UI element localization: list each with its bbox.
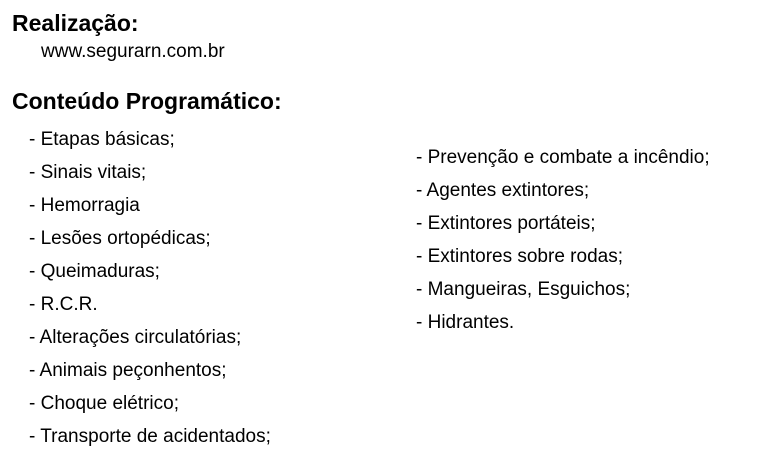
topics-list-right — [416, 146, 710, 344]
topic-item: - R.C.R. — [29, 294, 98, 315]
topic-item: - Agentes extintores; — [416, 180, 590, 201]
topic-item: - Choque elétrico; — [29, 393, 179, 414]
topic-item: - Prevenção e combate a incêndio; — [416, 147, 710, 168]
topic-item: - Extintores sobre rodas; — [416, 246, 623, 267]
topic-item: - Extintores portáteis; — [416, 213, 596, 234]
topic-item: - Sinais vitais; — [29, 162, 147, 183]
topic-item: - Queimaduras; — [29, 261, 160, 282]
topic-item: - Animais peçonhentos; — [29, 360, 227, 381]
topic-item: - Mangueiras, Esguichos; — [416, 279, 631, 300]
conteudo-programatico-heading: Conteúdo Programático: — [12, 88, 282, 114]
topics-list-left — [29, 128, 271, 458]
topic-item: - Etapas básicas; — [29, 129, 175, 150]
topic-item: - Hidrantes. — [416, 312, 515, 333]
website-url: www.segurarn.com.br — [41, 41, 225, 62]
topic-item: - Transporte de acidentados; — [29, 426, 271, 447]
realizacao-heading: Realização: — [12, 10, 139, 36]
topic-item: - Hemorragia — [29, 195, 140, 216]
topic-item: - Alterações circulatórias; — [29, 327, 242, 348]
topic-item: - Lesões ortopédicas; — [29, 228, 211, 249]
